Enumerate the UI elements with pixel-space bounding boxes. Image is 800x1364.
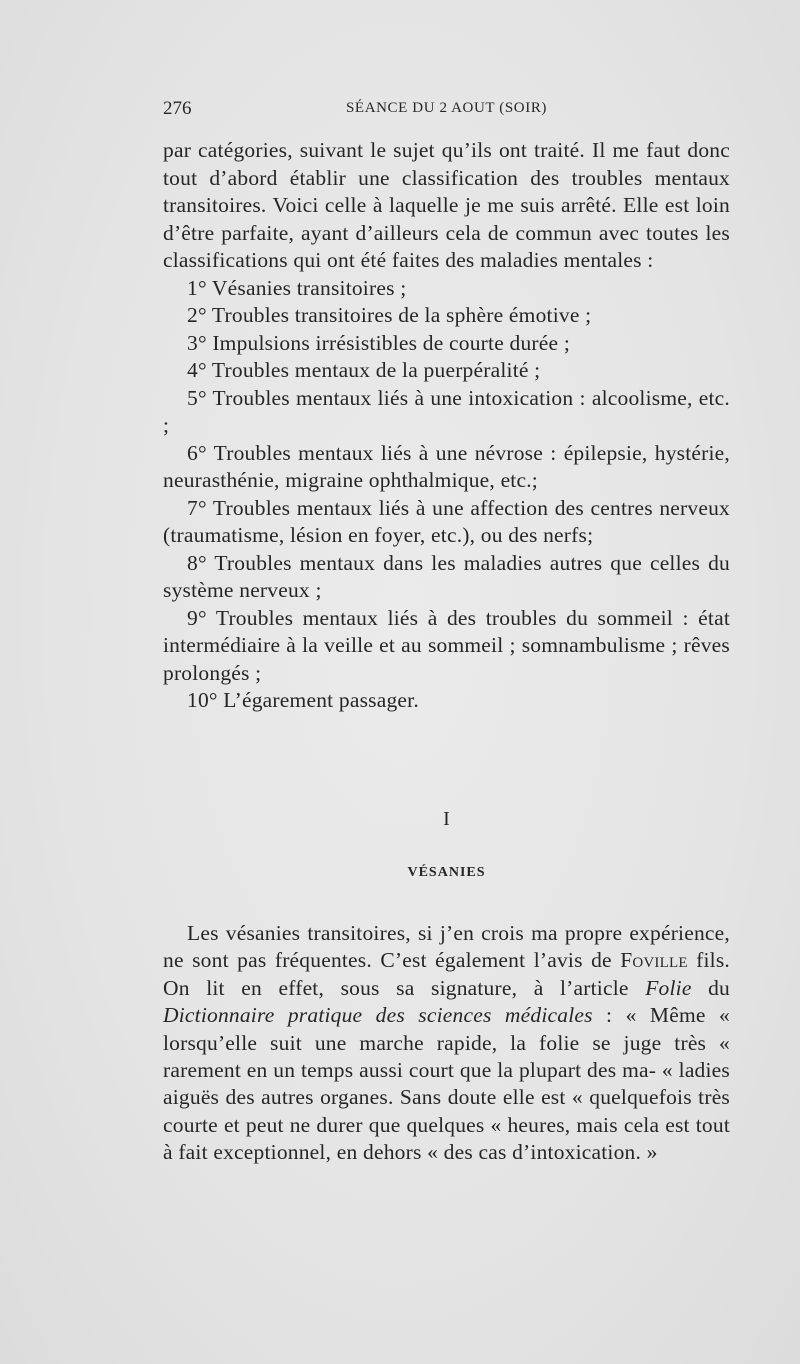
classification-item-8: 8° Troubles mentaux dans les maladies autres que celles du système nerveux ; xyxy=(163,550,730,602)
main-text xyxy=(163,137,730,715)
section-paragraph xyxy=(163,920,730,1167)
classification-item-1: 1° Vésanies transitoires ; xyxy=(187,275,407,300)
classification-item-2: 2° Troubles transitoires de la sphère émotive ; xyxy=(187,303,592,327)
classification-item-6: 6° Troubles mentaux liés à une névrose : épilepsie, hystérie, neurasthénie, migraine ophthalmique, etc.; xyxy=(163,440,730,492)
classification-item-9: 9° Troubles mentaux liés à des troubles du sommeil : état intermédiaire à la veille et au sommeil ; somnambulisme ; rêves prolongés ; xyxy=(163,605,730,685)
section-text-part-1: Les vésanies transitoires, si j’en crois ma propre expérience, ne sont pas fréquentes. C’est également l’avis de xyxy=(163,921,730,973)
section-text xyxy=(163,920,730,1167)
section-text-part-3: du xyxy=(691,975,730,1000)
section-title: VÉSANIES xyxy=(407,865,486,880)
running-head: SÉANCE DU 2 AOUT (SOIR) xyxy=(345,100,548,116)
classification-item-5: 5° Troubles mentaux liés à une intoxication : alcoolisme, etc. ; xyxy=(163,385,730,437)
page-number: 276 xyxy=(163,98,192,119)
section-text-part-2: fils. On lit en effet, sous sa signature, à l’article xyxy=(163,948,730,1000)
intro-paragraph: par catégories, suivant le sujet qu’ils ont traité. Il me faut donc tout d’abord établir une classification des troubles mentaux transitoires. Voici celle à laquelle je me suis arrêté. Elle est loin d’être parfaite, ayant d’ailleurs cela de commun avec toutes les classifications qui ont été faites des maladies mentales : xyxy=(163,138,730,272)
page-header xyxy=(163,98,730,122)
classification-item-10: 10° L’égarement passager. xyxy=(187,688,419,712)
section-text-part-4: : « Même « lorsqu’elle suit une marche rapide, la folie se juge très « rarement en un temps aussi court que la plupart des ma- « ladies aiguës des autres organes. Sans doute elle est « quelquefois très courte et peut ne durer que quelques « heures, mais cela est tout à fait exceptionnel, en dehors « des cas d’intoxication. » xyxy=(163,1003,730,1165)
classification-item-3: 3° Impulsions irrésistibles de courte durée ; xyxy=(187,330,571,355)
article-title: Folie xyxy=(645,975,692,1000)
classification-item-4: 4° Troubles mentaux de la puerpéralité ; xyxy=(187,358,541,382)
author-name: Foville xyxy=(620,948,688,973)
section-number: I xyxy=(443,808,450,830)
classification-item-7: 7° Troubles mentaux liés à une affection des centres nerveux (traumatisme, lésion en foyer, etc.), ou des nerfs; xyxy=(163,495,730,547)
dictionary-title: Dictionnaire pratique des sciences médicales xyxy=(163,1003,593,1028)
